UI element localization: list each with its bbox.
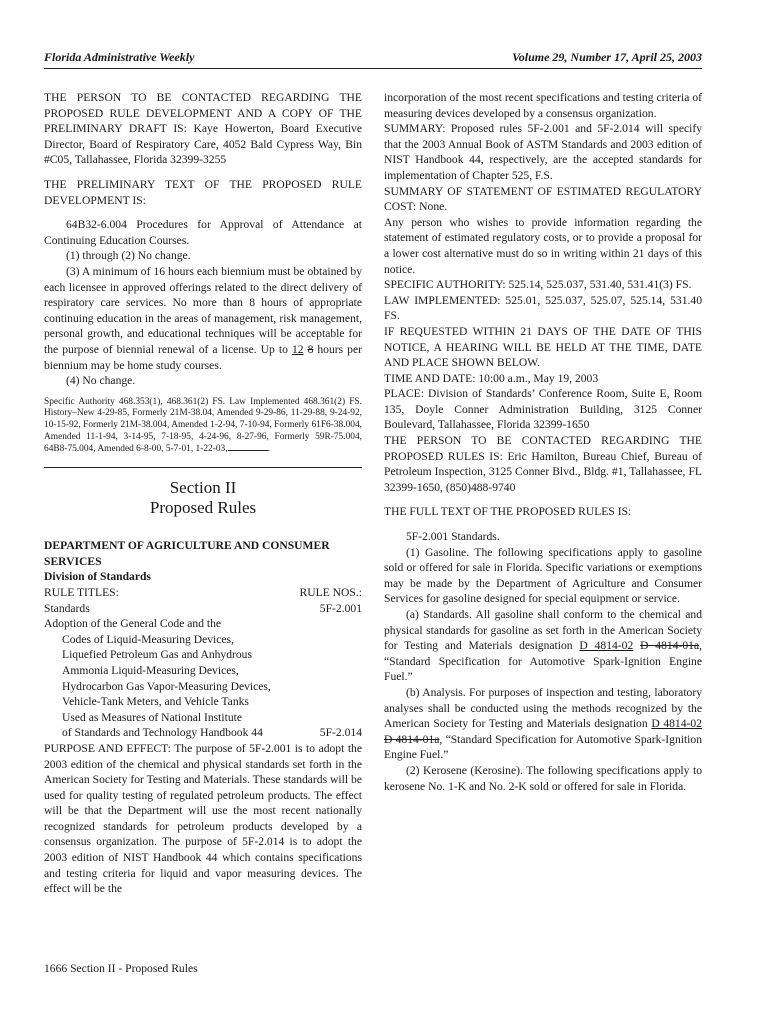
purpose-effect: PURPOSE AND EFFECT: The purpose of 5F-2.001 is to adopt the 2003 edition of the chemical and physical standards set forth in the American Society for Testing and Materials. These standards will be used for quality testing of regulated petroleum products. The effect will be that the Department will use the most recent nationally recognized standards for petroleum products developed by a consensus organization. The purpose of 5F-2.014 is to adopt the 2003 edition of NIST Handbook 44 which contains specifications and testing criteria for liquid and vapor measuring devices. The effect will be the xyxy=(44,741,362,896)
inserted-text: D 4814-02 xyxy=(651,717,702,731)
section-heading: Section II Proposed Rules xyxy=(149,478,257,518)
deleted-text: D 4814-01a xyxy=(640,639,700,653)
page-footer: 1666 Section II - Proposed Rules xyxy=(44,962,198,975)
hearing-notice: IF REQUESTED WITHIN 21 DAYS OF THE DATE OF THIS NOTICE, A HEARING WILL BE HELD AT THE TIME, DATE AND PLACE SHOWN BELOW. xyxy=(384,324,702,370)
time-date: TIME AND DATE: 10:00 a.m., May 19, 2003 xyxy=(384,371,599,385)
authority-history: Specific Authority 468.353(1), 468.361(2) FS. Law Implemented 468.361(2) FS. History–New 4-29-85, Formerly 21M-38.04, Amended 9-29-86, 11-29-88, 9-24-92, 10-15-92, Formerly 21M-38.004, Amended 1-2-94, 7-10-94, Formerly 61F6-38.004, Amended 11-1-94, 3-14-95, 7-18-95, 4-24-96, 8-27-96, Formerly 59R-75.004, 64B8-75.004, Amended 6-8-00, 5-7-01, 1-22-03, . xyxy=(44,396,362,454)
place: PLACE: Division of Standards’ Conference Room, Suite E, Room 135, Doyle Conner Administration Building, 3125 Conner Boulevard, Tallahassee, Florida 32399-1650 xyxy=(384,387,702,432)
item-3: (3) A minimum of 16 hours each biennium must be obtained by each licensee in approved offerings related to the direct delivery of respiratory care services. No more than 8 hours of appropriate continuing education in the areas of management, risk management, personal growth, and educational techniques will be acceptable for the purpose of biennial renewal of a license. Up to 12 8 hours per biennium may be home study courses. xyxy=(44,264,362,372)
continuation-text: incorporation of the most recent specifications and testing criteria of measuring devices developed by a consensus organization. xyxy=(384,91,702,120)
sere: SUMMARY OF STATEMENT OF ESTIMATED REGULATORY COST: None. xyxy=(384,184,702,214)
kerosene-para: (2) Kerosene (Kerosine). The following specifications apply to kerosene No. 1-K and No. 2-K sold or offered for sale in Florida. xyxy=(384,763,702,793)
page-header xyxy=(44,50,702,69)
standards-row: Standards 5F-2.001 xyxy=(44,601,362,615)
department-heading: DEPARTMENT OF AGRICULTURE AND CONSUMER SERVICES xyxy=(44,539,330,568)
specific-authority: SPECIFIC AUTHORITY: 525.14, 525.037, 531.40, 531.41(3) FS. xyxy=(384,278,692,292)
right-column xyxy=(384,90,702,794)
summary: SUMMARY: Proposed rules 5F-2.001 and 5F-2.014 will specify that the 2003 Annual Book of ASTM Standards and 2003 edition of NIST Handbook 44, respectively, are the accepted standards for implementation of Chapter 525, F.S. xyxy=(384,122,702,182)
deleted-text: D 4814-01a xyxy=(384,732,440,746)
contact-paragraph: THE PERSON TO BE CONTACTED REGARDING THE PROPOSED RULE DEVELOPMENT AND A COPY OF THE PRELIMINARY DRAFT IS: Kaye Howerton, Board Executive Director, Board of Respiratory Care, 4052 Bald Cypress Way, Bin #C05, Tallahassee, Florida 32399-3255 xyxy=(44,91,362,167)
adoption-title: Adoption of the General Code and the Codes of Liquid-Measuring Devices, Liquefied Petroleum Gas and Anhydrous Ammonia Liquid-Measuring Devices, Hydrocarbon Gas Vapor-Measuring Devices, Vehicle-Tank Meters, and Vehicle Tanks Used as Measures of National Institute of Standards and Technology Handbook 44 5F-2.014 xyxy=(44,617,362,740)
division-heading: Division of Standards xyxy=(44,570,151,584)
preliminary-heading: THE PRELIMINARY TEXT OF THE PROPOSED RULE DEVELOPMENT IS: xyxy=(44,177,362,207)
analysis-para: (b) Analysis. For purposes of inspection and testing, laboratory analyses shall be conducted using the methods recognized by the American Society for Testing and Materials designation D 4814-02 D 4814-01a, “Standard Specification for Automotive Spark-Ignition Engine Fuel.” xyxy=(384,685,702,762)
section-divider xyxy=(44,467,362,468)
deleted-text: 8 xyxy=(307,342,314,356)
publication-title: Florida Administrative Weekly xyxy=(44,50,195,64)
full-text-heading: THE FULL TEXT OF THE PROPOSED RULES IS: xyxy=(384,505,632,519)
volume-info: Volume 29, Number 17, April 25, 2003 xyxy=(512,50,702,64)
rules-contact: THE PERSON TO BE CONTACTED REGARDING THE PROPOSED RULES IS: Eric Hamilton, Bureau Chief, Bureau of Petroleum Inspection, 3125 Conner Blvd., Bldg. #1, Tallahassee, FL 32399-1650, (850)488-9740 xyxy=(384,434,702,494)
inserted-text: D 4814-02 xyxy=(579,639,634,653)
rule-title: 64B32-6.004 Procedures for Approval of Attendance at Continuing Education Courses. xyxy=(44,218,362,247)
law-implemented: LAW IMPLEMENTED: 525.01, 525.037, 525.07, 525.14, 531.40 FS. xyxy=(384,293,702,323)
gasoline-para: (1) Gasoline. The following specifications apply to gasoline sold or offered for sale in Florida. Specific variations or exemptions may be made by the Department of Agriculture and Consumer Services for gasoline designed for special equipment or service. xyxy=(384,545,702,606)
rule-titles-row: RULE TITLES: RULE NOS.: xyxy=(44,585,362,599)
any-person: Any person who wishes to provide information regarding the statement of estimated regulatory costs, or to provide a proposal for a lower cost alternative must do so in writing within 21 days of this notice. xyxy=(384,215,702,276)
inserted-text: 12 xyxy=(291,342,304,356)
standards-para: (a) Standards. All gasoline shall conform to the chemical and physical standards for gasoline as set forth in the American Society for Testing and Materials designation D 4814-02 D 4814-01a, “Standard Specification for Automotive Spark-Ignition Engine Fuel.” xyxy=(384,608,703,684)
item-1: (1) through (2) No change. xyxy=(66,249,191,263)
rule-head: 5F-2.001 Standards. xyxy=(406,530,500,544)
item-4: (4) No change. xyxy=(66,374,136,388)
left-column xyxy=(44,90,362,897)
